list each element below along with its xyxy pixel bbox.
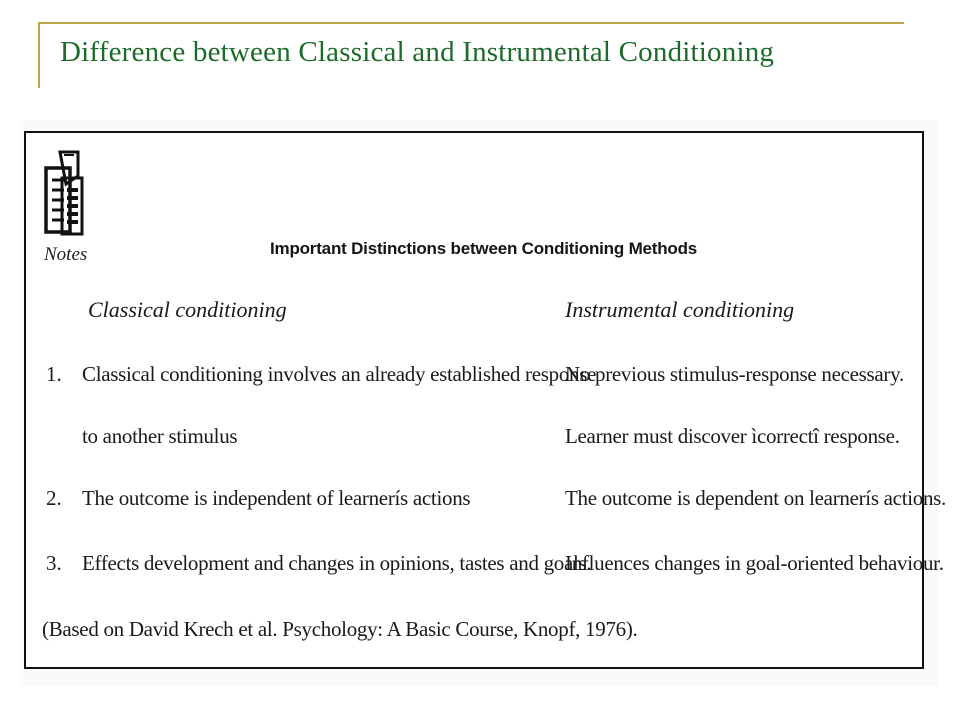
- notes-book-icon: [40, 150, 86, 240]
- row-classical-text: The outcome is independent of learnerís actions: [82, 486, 471, 510]
- column-header-instrumental: Instrumental conditioning: [565, 297, 795, 322]
- slide-title: Difference between Classical and Instrumental Conditioning: [60, 36, 775, 68]
- row-classical-text: to another stimulus: [82, 424, 238, 448]
- row-instrumental-text: The outcome is dependent on learnerís actions.: [565, 486, 946, 510]
- column-header-classical: Classical conditioning: [88, 297, 287, 322]
- row-number: 3.: [46, 551, 62, 575]
- row-classical-text: Effects development and changes in opinions, tastes and goals.: [82, 551, 592, 575]
- row-number: 1.: [46, 362, 62, 386]
- source-citation: (Based on David Krech et al. Psychology: A Basic Course, Knopf, 1976).: [42, 617, 638, 641]
- notes-label: Notes: [44, 244, 88, 265]
- row-instrumental-text: No previous stimulus-response necessary.: [565, 362, 904, 386]
- table-heading: Important Distinctions between Conditioning Methods: [270, 239, 698, 258]
- row-classical-text: Classical conditioning involves an already established response: [82, 362, 597, 386]
- row-instrumental-text: Learner must discover ìcorrectî response.: [565, 424, 900, 448]
- title-accent-rule-top: [38, 22, 904, 24]
- title-accent-rule-left: [38, 22, 40, 88]
- row-number: 2.: [46, 486, 62, 510]
- table-border: [24, 131, 924, 669]
- row-instrumental-text: Influences changes in goal-oriented behaviour.: [565, 551, 944, 575]
